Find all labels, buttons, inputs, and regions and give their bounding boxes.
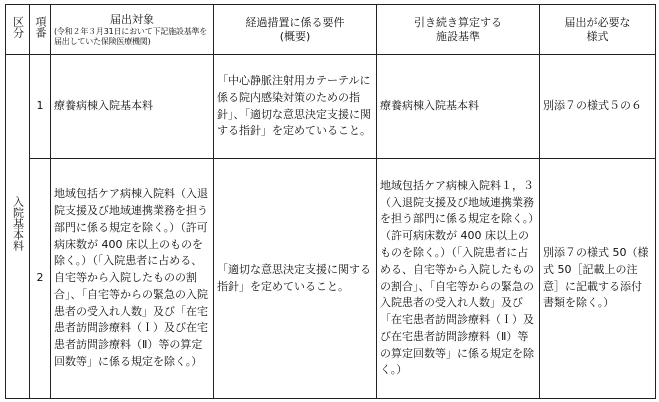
requirements-table xyxy=(5,4,656,399)
table-row xyxy=(6,159,656,399)
row-2-form: 別添７の様式 50（様式 50［記載上の注意］に記載する添付書類を除く。） xyxy=(543,245,649,310)
header-requirement-line1: 経過措置に係る要件 xyxy=(245,15,345,29)
row-2-requirement: 「適切な意思決定支援に関する指針」を定めていること。 xyxy=(217,262,371,293)
row-1-target: 療養病棟入院基本料 xyxy=(54,99,153,113)
header-form-line2: 様式 xyxy=(586,29,609,43)
header-category-label: 区分 xyxy=(11,15,25,38)
header-requirement xyxy=(214,5,377,55)
header-target xyxy=(51,5,214,55)
row-1-target-cell xyxy=(51,55,214,159)
header-standard-line1: 引き続き算定する xyxy=(414,15,502,29)
row-2-requirement-cell xyxy=(214,159,377,399)
row-2-target: 地域包括ケア病棟入院料（入退院支援及び地域連携業務を担う部門に係る規定を除く。）（許可病床数が 400 床以上のものを除く。）（「入院患者に占める、自宅等から入院したものの割合」、「自宅等からの緊急の入院患者の受入れ人数」及び「在宅患者訪問診療料（Ｉ）及び在宅患者訪問診療料（Ⅱ）等の算定回数等」に係る規定を除く。） xyxy=(54,187,208,369)
row-1-form: 別添７の様式５の６ xyxy=(543,99,642,113)
table-row xyxy=(6,55,656,159)
header-item-no-label: 項番 xyxy=(34,15,47,38)
row-1-form-cell xyxy=(540,55,656,159)
row-2-standard: 地域包括ケア病棟入院料１，３（入退院支援及び地域連携業務を担う部門に係る規定を除く。）（許可病床数が 400 床以上のものを除く。）（「入院患者に占める、自宅等から入院したものの割合」、「自宅等からの緊急の入院患者の受入れ人数」及び「在宅患者訪問診療料（Ｉ）及び在宅患者訪問診療料（Ⅱ）等の算定回数等」に係る規定を除く。） xyxy=(380,178,534,377)
category-label: 入院基本料 xyxy=(11,196,25,252)
row-1-requirement-cell xyxy=(214,55,377,159)
row-1-standard-cell xyxy=(377,55,540,159)
header-category xyxy=(6,5,30,55)
header-requirement-line2: (概要) xyxy=(279,29,311,43)
header-form xyxy=(540,5,656,55)
row-2-no: 2 xyxy=(30,159,51,399)
category-cell xyxy=(6,55,30,399)
row-1-requirement: 「中心静脈注射用カテーテルに係る院内感染対策のための指針」、「適切な意思決定支援に関する指針」を定めていること。 xyxy=(217,73,371,138)
row-2-target-cell xyxy=(51,159,214,399)
header-row xyxy=(6,5,656,55)
header-standard xyxy=(377,5,540,55)
header-form-line1: 届出が必要な xyxy=(564,15,631,29)
header-standard-line2: 施設基準 xyxy=(436,29,480,43)
header-item-no xyxy=(30,5,51,55)
row-1-standard: 療養病棟入院基本料 xyxy=(380,99,479,113)
row-1-no: 1 xyxy=(30,55,51,159)
row-2-standard-cell xyxy=(377,159,540,399)
header-target-note: (令和２年３月31日において下記施設基準を届出していた保険医療機関) xyxy=(54,26,208,46)
row-2-form-cell xyxy=(540,159,656,399)
header-target-label: 届出対象 xyxy=(110,12,154,26)
